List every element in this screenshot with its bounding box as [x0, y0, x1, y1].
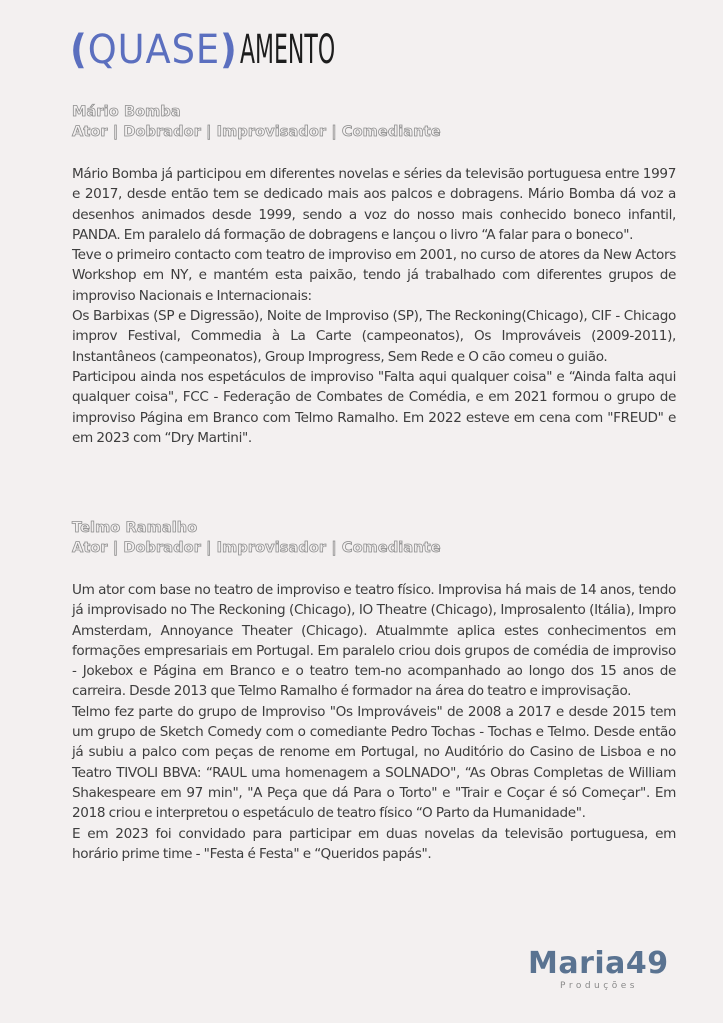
person-name: Telmo Ramalho	[72, 520, 198, 536]
logo-amento-text: AMENTO	[240, 27, 336, 73]
bio-paragraph: Teve o primeiro contacto com teatro de improviso em 2001, no curso de atores da New Actors Workshop em NY, e mantém esta paixão, tendo já trabalhado com diferentes grupos de improviso Nacionais e Internacionais:	[72, 247, 676, 304]
person-roles: Ator | Dobrador | Improvisador | Comediante	[72, 540, 441, 556]
bio-paragraph: E em 2023 foi convidado para participar em duas novelas da televisão portuguesa, em horário prime time - "Festa é Festa" e “Queridos papás".	[72, 825, 676, 862]
bio-text	[72, 580, 676, 864]
bio-paragraph: Mário Bomba já participou em diferentes novelas e séries da televisão portuguesa entre 1997 e 2017, desde então tem se dedicado mais aos palcos e dobragens. Mário Bomba dá voz a desenhos animados desde 1999, sendo a voz do nosso mais conhecido boneco infantil, PANDA. Em paralelo dá formação de dobragens e lançou o livro “A falar para o boneco".	[72, 166, 676, 243]
quaseamento-logo	[70, 26, 413, 72]
maria49-logo	[528, 946, 669, 991]
bio-paragraph: Um ator com base no teatro de improviso e teatro físico. Improvisa há mais de 14 anos, tendo já improvisado no The Reckoning (Chicago), IO Theatre (Chicago), Improsalento (Itália), Impro Amsterdam, Annoyance Theater (Chicago). Atualmmte aplica estes conhecimentos em formações empresariais em Portugal. Em paralelo criou dois grupos de comédia de improviso - Jokebox e Página em Branco e o teatro tem-no acompanhado ao longo dos 15 anos de carreira. Desde 2013 que Telmo Ramalho é formador na área do teatro e improvisação.	[72, 582, 676, 700]
bio-text	[72, 164, 676, 448]
footer-brand: Maria49	[528, 946, 669, 981]
bio-paragraph: Participou ainda nos espetáculos de improviso "Falta aqui qualquer coisa" e “Ainda falta aqui qualquer coisa", FCC - Federação de Combates de Comédia, e em 2021 formou o grupo de improviso Página em Branco com Telmo Ramalho. Em 2022 esteve em cena com "FREUD" e em 2023 com “Dry Martini".	[72, 368, 676, 446]
person-name: Mário Bomba	[72, 104, 181, 120]
logo-quase-text: QUASE	[87, 27, 221, 73]
bio-section-telmo-ramalho	[72, 518, 676, 864]
logo-open-paren: (	[70, 27, 88, 73]
bio-paragraph: Os Barbixas (SP e Digressão), Noite de Improviso (SP), The Reckoning(Chicago), CIF - Chicago improv Festival, Commedia à La Carte (campeonatos), Os Improváveis (2009-2011), Instantâneos (campeonatos), Group Improgress, Sem Rede e O cão comeu o guião.	[72, 308, 676, 365]
footer-subtitle: Produções	[560, 981, 638, 991]
logo-close-paren: )	[220, 27, 238, 73]
bio-paragraph: Telmo fez parte do grupo de Improviso "Os Improváveis" de 2008 a 2017 e desde 2015 tem um grupo de Sketch Comedy com o comediante Pedro Tochas - Tochas e Telmo. Desde então já subiu a palco com peças de renome em Portugal, no Auditório do Casino de Lisboa e no Teatro TIVOLI BBVA: “RAUL uma homenagem a SOLNADO", “As Obras Completas de William Shakespeare em 97 min", "A Peça que dá Para o Torto" e "Trair e Coçar é só Começar". Em 2018 criou e interpretou o espetáculo de teatro físico “O Parto da Humanidade".	[72, 703, 676, 822]
person-roles: Ator | Dobrador | Improvisador | Comediante	[72, 124, 441, 140]
logo-quase-part	[70, 28, 238, 72]
bio-section-mario-bomba	[72, 102, 676, 448]
